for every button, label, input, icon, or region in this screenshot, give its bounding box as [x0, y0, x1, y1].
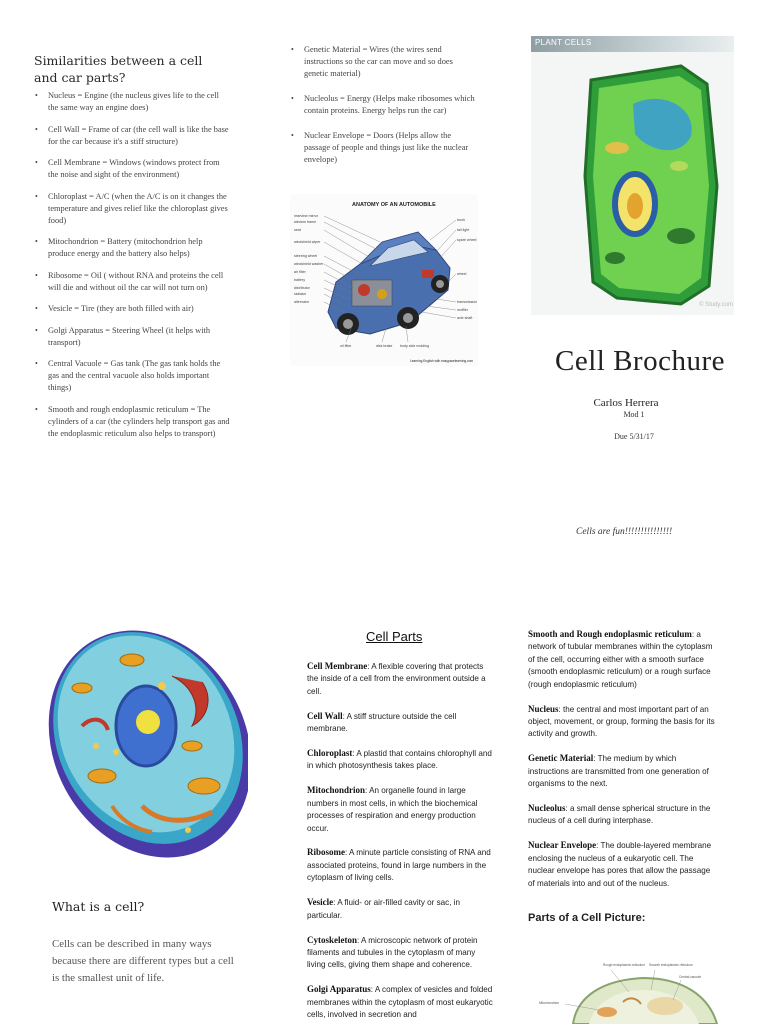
- definition-term: Mitochondrion: [307, 785, 366, 796]
- car-label: window frame: [294, 220, 317, 224]
- what-is-cell-text: Cells can be described in many ways because there are different types but a cell is the smallest unit of life.: [52, 938, 234, 984]
- car-label: battery: [294, 278, 305, 282]
- plant-cells-label: PLANT CELLS: [535, 38, 592, 47]
- cell-picture-label: Mitochondrion: [539, 1001, 560, 1005]
- definition-term: Nucleolus: [528, 802, 566, 813]
- car-label: axle shaft: [457, 316, 473, 320]
- definition-text: : a small dense spherical structure in the nucleus of a cell during interphase.: [528, 803, 711, 826]
- car-label: steering wheel: [294, 254, 318, 258]
- plant-cell-image: [531, 36, 734, 315]
- definition-text: : A microscopic network of protein filaments and tubules in the cytoplasm of many living cells, giving them shape and coherence.: [307, 935, 478, 970]
- list-item: • Golgi Apparatus = Steering Wheel (it helps with transport): [34, 325, 230, 349]
- author-name: Carlos Herrera: [593, 397, 659, 409]
- similarities-title: [34, 52, 234, 86]
- car-label: disk brake: [376, 344, 393, 348]
- car-label: seat: [294, 228, 301, 232]
- cell-picture-label: Rough endoplasmic reticulum: [603, 963, 645, 967]
- definition-term: Smooth and Rough endoplasmic reticulum: [528, 629, 692, 639]
- cell-picture-title: Parts of a Cell Picture:: [528, 912, 646, 924]
- definition-term: Nucleus: [528, 703, 559, 714]
- car-anatomy-diagram: [290, 194, 478, 366]
- definition-text: : The double-layered membrane enclosing the nucleus of a eukaryotic cell. The nuclear envelope has pores that allow the passage of materials into and out of the nucleus.: [528, 841, 712, 888]
- similarities-list: [34, 90, 230, 449]
- car-label: transmission: [457, 300, 478, 304]
- car-label: windshield wiper: [294, 240, 321, 244]
- cell-parts-picture: [533, 956, 733, 1024]
- tagline: Cells are fun!!!!!!!!!!!!!!!: [576, 527, 673, 537]
- list-item: • Vesicle = Tire (they are both filled with air): [34, 303, 230, 315]
- definition-term: Vesicle: [307, 897, 334, 908]
- definition-text: : An organelle found in large numbers in most cells, in which the biochemical processes of respiration and energy production occur.: [307, 786, 478, 833]
- definition-text: : A flexible covering that protects the inside of a cell from the environment outside a cell.: [307, 662, 486, 696]
- car-label: oil filter: [340, 344, 352, 348]
- what-is-cell-title: What is a cell?: [52, 899, 145, 914]
- definition-entry: [307, 983, 495, 1021]
- list-item: • Chloroplast = A/C (when the A/C is on it changes the temperature and gives relief like the chloroplast gives food): [34, 191, 230, 227]
- list-item: • Nucleus = Engine (the nucleus gives life to the cell the same way an engine does): [34, 90, 230, 114]
- car-label: muffler: [457, 308, 468, 312]
- car-label: air filter: [294, 270, 306, 274]
- animal-cell-illustration: [42, 626, 248, 884]
- definition-entry: [307, 710, 495, 736]
- car-label: trunk: [457, 218, 465, 222]
- definition-entry: [307, 896, 495, 922]
- car-label: tail light: [457, 228, 470, 232]
- list-item: • Mitochondrion = Battery (mitochondrion help produce energy and the battery also helps): [34, 236, 230, 260]
- definition-term: Cell Wall: [307, 710, 343, 721]
- definition-text: : The medium by which instructions are transmitted from one generation of organisms to the next.: [528, 754, 709, 789]
- definition-entry: [307, 846, 495, 884]
- car-diagram-title: ANATOMY OF AN AUTOMOBILE: [352, 202, 436, 208]
- definition-text: : A complex of vesicles and folded membranes within the cytoplasm of most eukaryotic cells, involved in secretion and: [307, 985, 493, 1020]
- list-item: • Cell Membrane = Windows (windows protect from the noise and sight of the environment): [34, 157, 230, 181]
- definition-term: Cell Membrane: [307, 661, 368, 671]
- car-label: wheel: [457, 272, 467, 276]
- definition-term: Nuclear Envelope: [528, 840, 597, 851]
- car-diagram-credit: Learning English with easypacelearning.com: [410, 359, 474, 363]
- similarities-list-continued: [290, 44, 476, 179]
- car-label: alternator: [294, 300, 310, 304]
- definition-term: Golgi Apparatus: [307, 984, 371, 995]
- cell-parts-title: Cell Parts: [366, 629, 423, 644]
- car-label: rearview mirror: [294, 214, 318, 218]
- page-title: Cell Brochure: [555, 345, 725, 377]
- plant-cell-illustration: [531, 36, 734, 315]
- car-label: spare wheel: [457, 238, 477, 242]
- definition-entry: [307, 784, 495, 835]
- list-item: • Cell Wall = Frame of car (the cell wall is like the base for the car because it's a stiff structure): [34, 124, 230, 148]
- definition-entry: [307, 660, 495, 698]
- definition-term: Chloroplast: [307, 748, 353, 759]
- list-item: • Nuclear Envelope = Doors (Helps allow the passage of people and things just like the nuclear envelope): [290, 130, 476, 166]
- definition-text: : the central and most important part of an object, movement, or group, forming the basis for its activity and growth.: [528, 704, 715, 739]
- definition-text: : a network of tubular membranes within the cytoplasm of the cell, occurring either with a smooth surface (smooth endoplasmic reticulum) or a rough surface (rough endoplasmic reticulum): [528, 630, 713, 689]
- list-item: • Nucleolus = Energy (Helps make ribosomes which contain proteins. Energy helps run the car): [290, 93, 476, 117]
- definition-term: Genetic Material: [528, 753, 594, 764]
- list-item: • Genetic Material = Wires (the wires send instructions so the car can move and so does genetic material): [290, 44, 476, 80]
- definition-entry: [528, 703, 718, 741]
- definition-entry: [528, 802, 718, 828]
- cell-parts-illustration: [533, 956, 733, 1024]
- cell-picture-label: Smooth endoplasmic reticulum: [649, 963, 693, 967]
- definition-text: : A fluid- or air-filled cavity or sac, in particular.: [307, 898, 461, 920]
- list-item: • Ribosome = Oil ( without RNA and proteins the cell will die and without oil the car will not turn on): [34, 270, 230, 294]
- due-date: Due 5/31/17: [614, 432, 654, 441]
- car-label: body side molding: [400, 344, 429, 348]
- mod-label: Mod 1: [623, 410, 645, 419]
- car-label: radiator: [294, 292, 307, 296]
- definition-term: Cytoskeleton: [307, 934, 357, 945]
- car-label: distributor: [294, 286, 310, 290]
- list-item: • Smooth and rough endoplasmic reticulum = The cylinders of a car (the cylinders help transport gas and the endoplasmic reticulum also helps to transport): [34, 404, 230, 440]
- definition-entry: [307, 747, 495, 773]
- animal-cell-image: [42, 626, 248, 884]
- definition-entry: [528, 839, 718, 890]
- definition-text: : A stiff structure outside the cell membrane.: [307, 711, 457, 734]
- definition-text: : A minute particle consisting of RNA and associated proteins, found in large numbers in the cytoplasm of living cells.: [307, 848, 491, 883]
- cell-parts-column-2: [528, 628, 718, 901]
- definition-term: Ribosome: [307, 847, 345, 858]
- definition-entry: [528, 628, 718, 691]
- car-illustration: [290, 194, 478, 366]
- definition-entry: [528, 752, 718, 790]
- similarities-title-line2: and car parts?: [34, 70, 126, 85]
- definition-text: : A plastid that contains chlorophyll and in which photosynthesis takes place.: [307, 749, 492, 771]
- car-label: windshield washer: [294, 262, 324, 266]
- definition-entry: [307, 934, 495, 972]
- plant-watermark: © Study.com: [699, 302, 733, 308]
- cell-picture-label: Central vacuole: [679, 975, 702, 979]
- cell-parts-column-1: [307, 660, 495, 1033]
- list-item: • Central Vacuole = Gas tank (The gas tank holds the gas and the central vacuole also holds important things): [34, 358, 230, 394]
- similarities-title-line1: Similarities between a cell: [34, 53, 203, 68]
- plant-cells-banner: [531, 36, 734, 52]
